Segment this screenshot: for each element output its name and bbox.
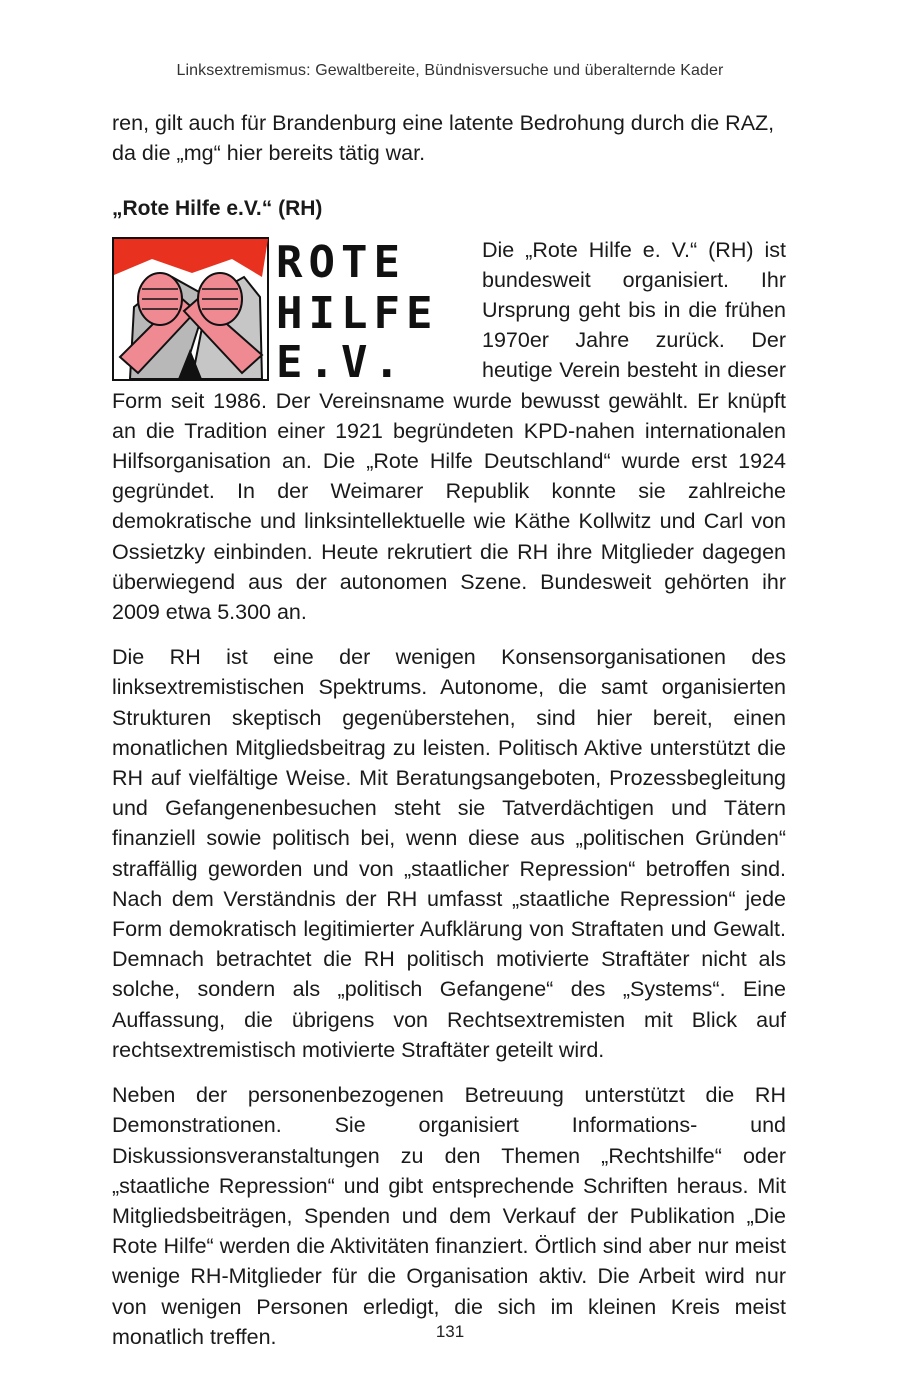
rote-hilfe-logo bbox=[112, 237, 466, 383]
logo-line-1: ROTE bbox=[276, 236, 406, 288]
logo-lettering bbox=[276, 237, 438, 383]
page-body bbox=[112, 108, 786, 1352]
page-number: 131 bbox=[435, 1322, 465, 1341]
paragraph-1: Die „Rote Hilfe e. V.“ (RH) ist bundesweit organisiert. Ihr Ursprung geht bis in die frühen 1970er Jahre zurück. Der heutige Verein besteht in dieser Form seit 1986. Der Vereinsname wurde bewusst gewählt. Er knüpft an die Tradition einer 1921 begründeten KPD-nahen internationalen Hilfsorganisation an. Die „Rote Hilfe Deutschland“ wurde erst 1924 gegründet. In der Weimarer Republik konnte sie zahlreiche demokratische und linksintellektuelle wie Käthe Kollwitz und Carl von Ossietzky einbinden. Heute rekrutiert die RH ihre Mitglieder dagegen überwiegend aus der autonomen Szene. Bundesweit gehörten ihr 2009 etwa 5.300 an. bbox=[112, 237, 786, 625]
section-heading: „Rote Hilfe e.V.“ (RH) bbox=[112, 197, 323, 221]
intro-paragraph: ren, gilt auch für Brandenburg eine latente Bedrohung durch die RAZ, da die „mg“ hier bereits tätig war. bbox=[112, 111, 775, 166]
running-header: Linksextremismus: Gewaltbereite, Bündnisversuche und überalternde Kader bbox=[176, 62, 724, 79]
logo-line-2: HILFE bbox=[276, 287, 439, 339]
fists-emblem bbox=[113, 238, 268, 380]
paragraph-2: Die RH ist eine der wenigen Konsensorganisationen des linksextremistischen Spektrums. Autonome, die samt organisierten Strukturen skeptisch gegenüberstehen, sind hier bereit, einen monatlichen Mitgliedsbeitrag zu leisten. Politisch Aktive unterstützt die RH auf vielfältige Weise. Mit Beratungsangeboten, Prozessbegleitung und Gefangenenbesuchen steht sie Tatverdächtigen und Tätern finanziell sowie politisch bei, wenn diese aus „politischen Gründen“ straffällig geworden und von „staatlicher Repression“ betroffen sind. Nach dem Verständnis der RH umfasst „staatliche Repression“ jede Form demokratisch legitimierter Aufklärung von Straftaten und Gewalt. Demnach betrachtet die RH politisch motivierte Straftäter nicht als solche, sondern als „politisch Gefangene“ des „Systems“. Eine Auffassung, die übrigens von Rechtsextremisten mit Blick auf rechtsextremistisch motivierte Straftäter geteilt wird. bbox=[112, 645, 786, 1062]
paragraph-3: Neben der personenbezogenen Betreuung unterstützt die RH Demonstrationen. Sie organisiert Informations- und Diskussionsveranstaltungen zu den Themen „Rechtshilfe“ oder „staatliche Repression“ und gibt entsprechende Schriften heraus. Mit Mitgliedsbeiträgen, Spenden und dem Verkauf der Publikation „Die Rote Hilfe“ werden die Aktivitäten finanziert. Örtlich sind aber nur meist wenige RH-Mitglieder für die Organisation aktiv. Die Arbeit wird nur von wenigen Personen erledigt, die sich im kleinen Kreis meist monatlich treffen. bbox=[112, 1083, 786, 1349]
logo-line-3: E.V. bbox=[276, 336, 406, 383]
